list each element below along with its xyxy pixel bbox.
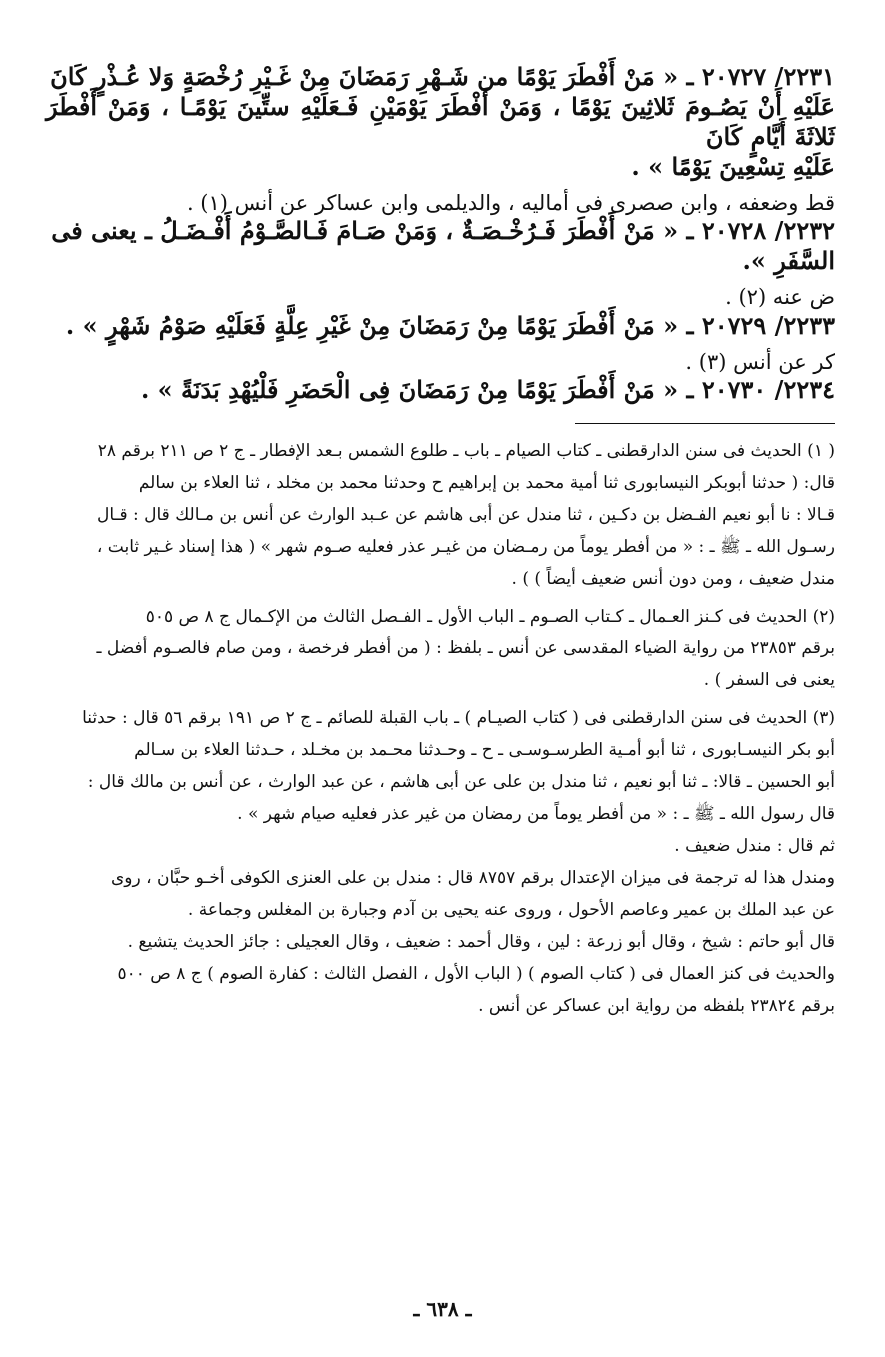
hadith-text-line: عَلَيْهِ تِسْعِينَ يَوْمًا » . [631, 152, 835, 181]
hadith-text-line: ٢٢٣٤/ ٢٠٧٣٠ ـ « مَنْ أَفْطَرَ يَوْمًا مِنْ رَمَضَانَ فِى الْحَضَرِ فَلْيُهْدِ بَدَنَةً » . [140, 374, 835, 404]
footnote-1 [46, 436, 835, 596]
page-number: ـ ٦٣٨ ـ [413, 1297, 472, 1321]
hadith-text-line: السَّفَرِ ». [742, 246, 835, 276]
footnotes [46, 436, 835, 1023]
hadith-text-line: ٢٢٣١/ ٢٠٧٢٧ ـ « مَنْ أَفْطَرَ يَوْمًا من شَـهْرِ رَمَضَانَ مِنْ غَـيْرِ رُخْصَةٍ وَلا عُـذْرٍ كَانَ [50, 62, 835, 91]
footnote-line: ثم قال : مندل ضعيف . [674, 836, 835, 857]
footnote-line: والحديث فى كنز العمال فى ( كتاب الصوم ) ( الباب الأول ، الفصل الثالث : كفارة الصوم ) ج ٨ ص ٥٠٠ [117, 964, 835, 984]
hadith-source: كر عن أنس (٣) . [685, 349, 835, 374]
footnote-line: قال: ( حدثنا أبوبكر النيسابورى ثنا أمية محمد بن إبراهيم ح وحدثنا محمد بن مخلد ، ثنا العلاء بن سالم [138, 472, 835, 493]
footnote-line: (٢) الحديث فى كـنز العـمال ـ كـتاب الصـوم ـ الباب الأول ـ الفـصل الثالث من الإكـمال ج ٨ ص ٥٠٥ [145, 606, 835, 627]
footnote-line: ( ١) الحديث فى سنن الدارقطنى ـ كتاب الصيام ـ باب ـ طلوع الشمس بـعد الإفطار ـ ج ٢ ص ٢١١ برقم ٢٨ [97, 440, 835, 461]
footnote-line: يعنى فى السفر ) . [703, 670, 835, 691]
footnote-line: مندل ضعيف ، ومن دون أنس ضعيف أيضاً ) ) . [511, 568, 835, 589]
footnote-line: (٣) الحديث فى سنن الدارقطنى فى ( كتاب الصيـام ) ـ باب القبلة للصائم ـ ج ٢ ص ١٩١ برقم ٥٦ قال : حدثنا [82, 708, 835, 729]
hadith-source: قط وضعفه ، وابن صصرى فى أماليه ، والديلمى وابن عساكر عن أنس (١) . [186, 191, 835, 215]
footnote-line: رسـول الله ـ ﷺ ـ : « من أفطر يوماً من رمـضان من غيـر عذر فعليه صـوم شهر » ( هذا إسناد غـير ثابت ، [96, 536, 835, 557]
hadith-2231 [46, 62, 835, 182]
hadith-text-line: عَلَيْهِ أَنْ يَصُـومَ ثَلاثِينَ يَوْمًا ، وَمَنْ أَفْطَرَ يَوْمَيْنِ فَـعَلَيْهِ ستِّينَ يَوْمًـا ، وَمَنْ أَفْطَرَ ثَلاثَةَ أَيَّامٍ كَانَ [46, 92, 835, 151]
footnote-line: برقم ٢٣٨٢٤ بلفظه من رواية ابن عساكر عن أنس . [478, 995, 835, 1016]
footnote-separator [575, 423, 835, 424]
hadith-2232 [46, 216, 835, 276]
hadith-text-line: ٢٢٣٢/ ٢٠٧٢٨ ـ « مَنْ أَفْطَرَ فَـرُخْـصَـةٌ ، وَمَنْ صَـامَ فَـالصَّـوْمُ أَفْـضَـلُ ـ يعنى فى [51, 216, 835, 246]
footnote-line: قال رسول الله ـ ﷺ ـ : « من أفطر يوماً من رمضان من غير عذر فعليه صيام شهر » . [237, 804, 835, 825]
hadith-2234 [46, 375, 835, 405]
footnote-line: أبو الحسين ـ قالا: ـ ثنا أبو نعيم ، ثنا مندل بن على عن أبى هاشم ، عن عبد الوارث ، عن أنس بن مالك قال : [87, 772, 835, 793]
footnote-line: أبو بكر النيسـابورى ، ثنا أبو أمـية الطرسـوسـى ـ ح ـ وحـدثنا محـمد بن مخـلد ، حـدثنا العلاء بن سـالم [134, 740, 835, 761]
footnote-3 [46, 703, 835, 1023]
footnote-line: عن عبد الملك بن عمير وعاصم الأحول ، وروى عنه يحيى بن آدم وجبارة بن المغلس وجماعة . [187, 900, 835, 921]
footnote-line: قـالا : نا أبو نعيم الفـضل بن دكـين ، ثنا مندل عن أبى هاشم عن عـبد الوارث عن أنس بن مـالك قال : قـال [96, 504, 835, 525]
footnote-line: قال أبو حاتم : شيخ ، وقال أبو زرعة : لين ، وقال أحمد : ضعيف ، وقال العجيلى : جائز الحديث يتشيع . [127, 932, 835, 953]
footnote-2 [46, 602, 835, 698]
footnote-line: ومندل هذا له ترجمة فى ميزان الإعتدال برقم ٨٧٥٧ قال : مندل بن على العنزى الكوفى أخـو حبَّان ، روى [110, 868, 835, 889]
footnote-line: برقم ٢٣٨٥٣ من رواية الضياء المقدسى عن أنس ـ بلفظ : ( من أفطر فرخصة ، ومن صام فالصـوم أفضل ـ [96, 638, 835, 659]
hadith-source: ض عنه (٢) . [725, 285, 835, 310]
main-text [46, 62, 835, 405]
hadith-2233 [46, 311, 835, 341]
hadith-text-line: ٢٢٣٣/ ٢٠٧٢٩ ـ « مَنْ أَفْطَرَ يَوْمًا مِنْ رَمَضَانَ مِنْ غَيْرِ عِلَّةٍ فَعَلَيْهِ صَوْمُ شَهْرٍ » . [65, 310, 835, 340]
